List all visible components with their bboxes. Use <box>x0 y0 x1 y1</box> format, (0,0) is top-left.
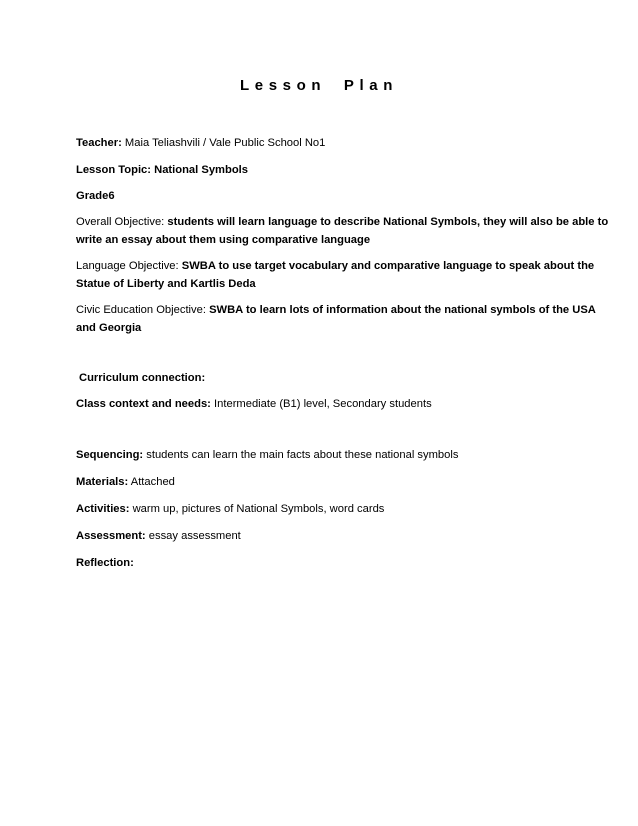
activities-value: warm up, pictures of National Symbols, word cards <box>132 503 385 515</box>
class-context-line <box>76 395 576 413</box>
overall-objective-line-2: write an essay about them using comparative language <box>76 234 371 246</box>
civic-objective-label: Civic Education Objective: <box>76 304 206 316</box>
activities-line <box>76 500 576 518</box>
sequencing-label: Sequencing: <box>76 449 144 461</box>
grade-value: 6 <box>108 190 115 202</box>
overall-objective-label: Overall Objective: <box>76 216 165 228</box>
grade-line <box>76 187 576 205</box>
assessment-line <box>76 527 576 545</box>
lesson-topic-label: Lesson Topic: <box>76 164 152 176</box>
materials-value: Attached <box>130 476 175 488</box>
teacher-line <box>76 134 576 152</box>
lesson-topic-value: National Symbols <box>154 164 248 176</box>
assessment-label: Assessment: <box>76 530 146 542</box>
sequencing-value: students can learn the main facts about these national symbols <box>146 449 459 461</box>
activities-label: Activities: <box>76 503 130 515</box>
civic-objective-text-1: SWBA to learn lots of information about the national symbols of the USA <box>209 304 596 316</box>
page-title: Lesson Plan <box>240 77 398 94</box>
teacher-value: Maia Teliashvili / Vale Public School No1 <box>124 137 326 149</box>
language-objective-text-1: SWBA to use target vocabulary and comparative language to speak about the <box>181 260 595 272</box>
teacher-label: Teacher: <box>76 137 122 149</box>
materials-line <box>76 473 576 491</box>
class-context-label: Class context and needs: <box>76 398 211 410</box>
class-context-value: Intermediate (B1) level, Secondary students <box>214 398 432 410</box>
assessment-value: essay assessment <box>148 530 241 542</box>
grade-label: Grade <box>76 190 109 202</box>
civic-objective-line-1 <box>76 301 596 319</box>
civic-objective-line-2: and Georgia <box>76 322 142 334</box>
materials-label: Materials: <box>76 476 129 488</box>
language-objective-label: Language Objective: <box>76 260 179 272</box>
overall-objective-text-1: students will learn language to describe National Symbols, they will also be able to <box>167 216 609 228</box>
sequencing-line <box>76 446 576 464</box>
overall-objective-line-1 <box>76 213 609 231</box>
language-objective-line-2: Statue of Liberty and Kartlis Deda <box>76 278 256 290</box>
reflection-label: Reflection: <box>76 557 134 569</box>
curriculum-connection-label: Curriculum connection: <box>79 372 206 384</box>
language-objective-line-1 <box>76 257 595 275</box>
lesson-topic-line <box>76 161 576 179</box>
